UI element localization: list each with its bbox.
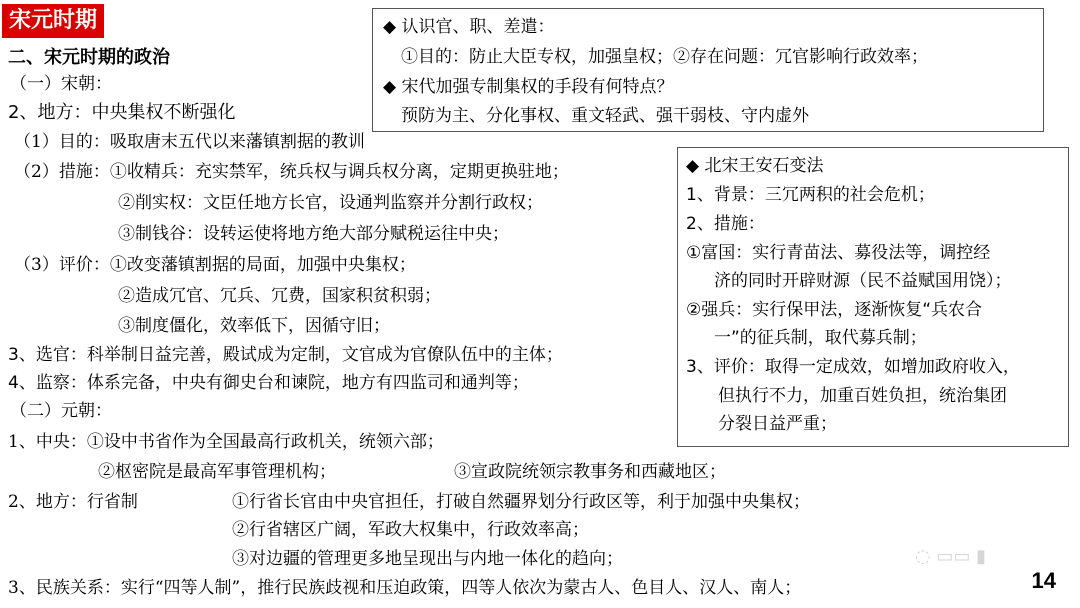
reform-measure-rich-1: ①富国：实行青苗法、募役法等，调控经 bbox=[686, 243, 991, 263]
province-heading: 2、地方：行省制 bbox=[8, 492, 138, 512]
purpose-line: （1）目的：吸取唐末五代以来藩镇割据的教训 bbox=[14, 132, 365, 152]
subheading-yuan: （二）元朝： bbox=[10, 401, 112, 421]
province-line-2: ②行省辖区广阔，军政大权集中，行政效率高； bbox=[232, 520, 589, 540]
local-heading: 2、地方：中央集权不断强化 bbox=[8, 102, 236, 123]
slide-title: 宋元时期 bbox=[2, 4, 104, 38]
evaluation-line-2: ②造成冗官、冗兵、冗费，国家积贫积弱； bbox=[118, 286, 441, 306]
official-position-box bbox=[372, 8, 1044, 132]
measure-line-2: ②削实权：文臣任地方长官，设通判监察并分割行政权； bbox=[118, 193, 543, 213]
reform-measure-rich-2: 济的同时开辟财源（民不益赋国用饶）； bbox=[714, 271, 1012, 291]
measure-line-1: （2）措施：①收精兵：充实禁军，统兵权与调兵权分离，定期更换驻地； bbox=[14, 162, 569, 182]
province-line-3: ③对边疆的管理更多地呈现出与内地一体化的趋向； bbox=[232, 549, 623, 569]
section-heading: 二、宋元时期的政治 bbox=[8, 47, 170, 68]
question-2: ◆ 宋代加强专制集权的手段有何特点？ bbox=[383, 77, 674, 97]
ethnic-relations-line: 3、民族关系：实行“四等人制”，推行民族歧视和压迫政策，四等人依次为蒙古人、色目人、汉人、南人； bbox=[8, 578, 802, 598]
central-line-2a: ②枢密院是最高军事管理机构； bbox=[98, 462, 336, 482]
reform-evaluation-1: 3、评价：取得一定成效，如增加政府收入， bbox=[686, 357, 1020, 377]
official-selection-line: 3、选官：科举制日益完善，殿试成为定制，文官成为官僚队伍中的主体； bbox=[8, 345, 563, 365]
page-number: 14 bbox=[1031, 568, 1056, 593]
watermark: ◌ ▭▭ ▮ bbox=[915, 546, 987, 567]
evaluation-line-1: （3）评价：①改变藩镇割据的局面，加强中央集权； bbox=[14, 255, 416, 275]
answer-2: 预防为主、分化事权、重文轻武、强干弱枝、守内虚外 bbox=[401, 106, 809, 126]
reform-background: 1、背景：三冗两积的社会危机； bbox=[686, 185, 935, 205]
question-1: ◆ 认识官、职、差遣： bbox=[383, 17, 555, 37]
central-line-1: 1、中央：①设中书省作为全国最高行政机关，统领六部； bbox=[8, 432, 444, 452]
reform-evaluation-2: 但执行不力，加重百姓负担，统治集团 bbox=[718, 386, 1007, 406]
reform-measure-army-2: 一”的征兵制，取代募兵制； bbox=[714, 328, 927, 348]
wang-anshi-reform-box bbox=[677, 147, 1069, 447]
reform-measure-army-1: ②强兵：实行保甲法，逐渐恢复“兵农合 bbox=[686, 300, 983, 320]
province-line-1: ①行省长官由中央官担任，打破自然疆界划分行政区等，利于加强中央集权； bbox=[232, 492, 810, 512]
answer-1: ①目的：防止大臣专权，加强皇权；②存在问题：冗官影响行政效率； bbox=[401, 47, 928, 67]
reform-evaluation-3: 分裂日益严重； bbox=[718, 414, 837, 434]
reform-measures: 2、措施： bbox=[686, 214, 765, 234]
reform-heading: ◆ 北宋王安石变法 bbox=[686, 156, 824, 176]
subheading-song: （一）宋朝： bbox=[10, 74, 112, 94]
evaluation-line-3: ③制度僵化，效率低下，因循守旧； bbox=[118, 316, 390, 336]
supervision-line: 4、监察：体系完备，中央有御史台和谏院，地方有四监司和通判等； bbox=[8, 373, 529, 393]
central-line-2b: ③宣政院统领宗教事务和西藏地区； bbox=[454, 462, 726, 482]
measure-line-3: ③制钱谷：设转运使将地方绝大部分赋税运往中央； bbox=[118, 224, 509, 244]
